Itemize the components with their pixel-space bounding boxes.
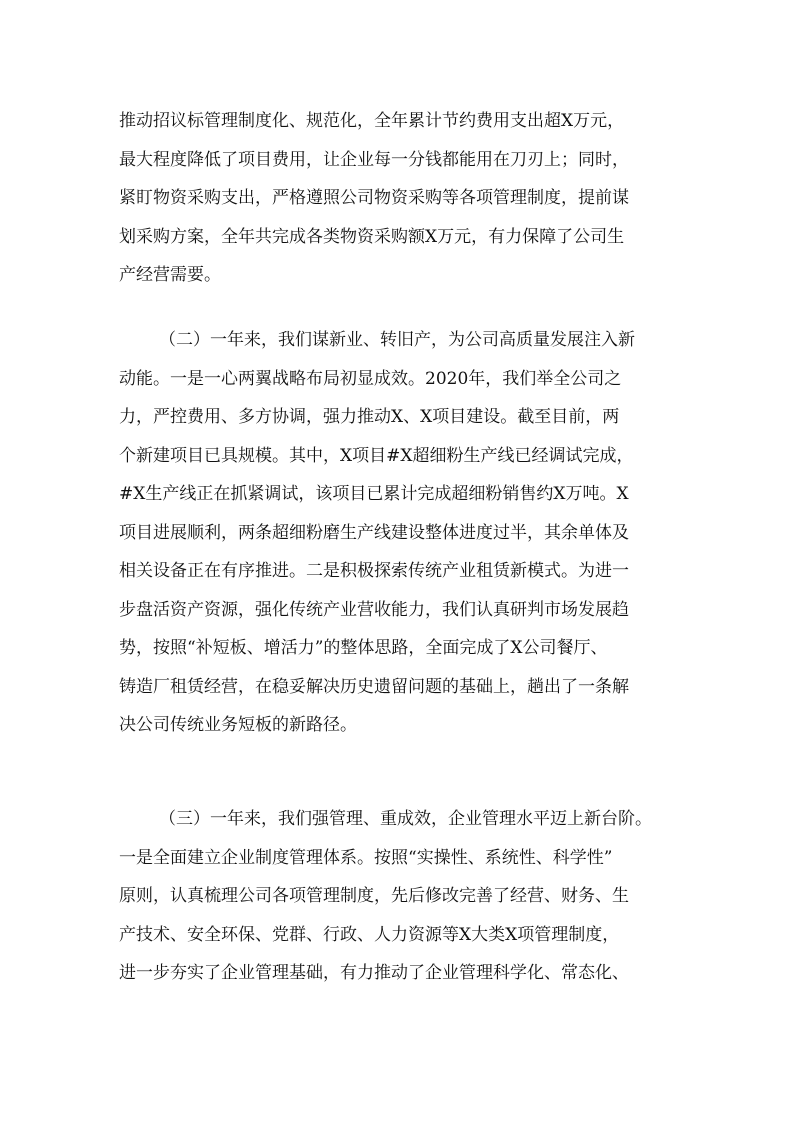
paragraph-procurement-savings: [119, 102, 679, 295]
text-line: 产经营需要。: [119, 265, 221, 285]
text-line: #X生产线正在抓紧调试，该项目已累计完成超细粉销售约X万吨。X: [119, 484, 629, 504]
text-line: 项目进展顺利，两条超细粉磨生产线建设整体进度过半，其余单体及: [119, 522, 629, 543]
text-line: （二）一年来，我们谋新业、转旧产，为公司高质量发展注入新: [159, 330, 635, 350]
text-line: 最大程度降低了项目费用，让企业每一分钱都能用在刀刃上；同时，: [119, 149, 629, 170]
text-line: （三）一年来，我们强管理、重成效，企业管理水平迈上新台阶。: [159, 809, 652, 829]
text-line: 个新建项目已具规模。其中，X项目#X超细粉生产线已经调试完成，: [119, 445, 634, 466]
text-line: 进一步夯实了企业管理基础，有力推动了企业管理科学化、常态化、: [119, 963, 629, 983]
text-line: 相关设备正在有序推进。二是积极探索传统产业租赁新模式。为进一: [119, 561, 629, 581]
text-line: 一是全面建立企业制度管理体系。按照“实操性、系统性、科学性”: [119, 847, 613, 868]
text-line: 动能。一是一心两翼战略布局初显成效。2020年，我们举全公司之: [119, 368, 622, 389]
text-line: 力，严控费用、多方协调，强力推动X、X项目建设。截至目前，两: [119, 407, 620, 427]
text-line: 推动招议标管理制度化、规范化，全年累计节约费用支出超X万元，: [119, 111, 625, 131]
text-line: 铸造厂租赁经营，在稳妥解决历史遗留问题的基础上，趟出了一条解: [119, 676, 629, 697]
text-line: 紧盯物资采购支出，严格遵照公司物资采购等各项管理制度，提前谋: [119, 188, 629, 208]
text-line: 划采购方案，全年共完成各类物资采购额X万元，有力保障了公司生: [119, 226, 625, 247]
paragraph-new-business: [119, 321, 679, 745]
text-line: 原则，认真梳理公司各项管理制度，先后修改完善了经营、财务、生: [119, 886, 629, 906]
text-line: 步盘活资产资源，强化传统产业营收能力，我们认真研判市场发展趋: [119, 599, 629, 620]
text-line: 势，按照“补短板、增活力”的整体思路，全面完成了X公司餐厅、: [119, 638, 608, 658]
paragraph-management: [119, 800, 679, 993]
text-line: 产技术、安全环保、党群、行政、人力资源等X大类X项管理制度，: [119, 924, 620, 945]
text-line: 决公司传统业务短板的新路径。: [119, 715, 357, 735]
